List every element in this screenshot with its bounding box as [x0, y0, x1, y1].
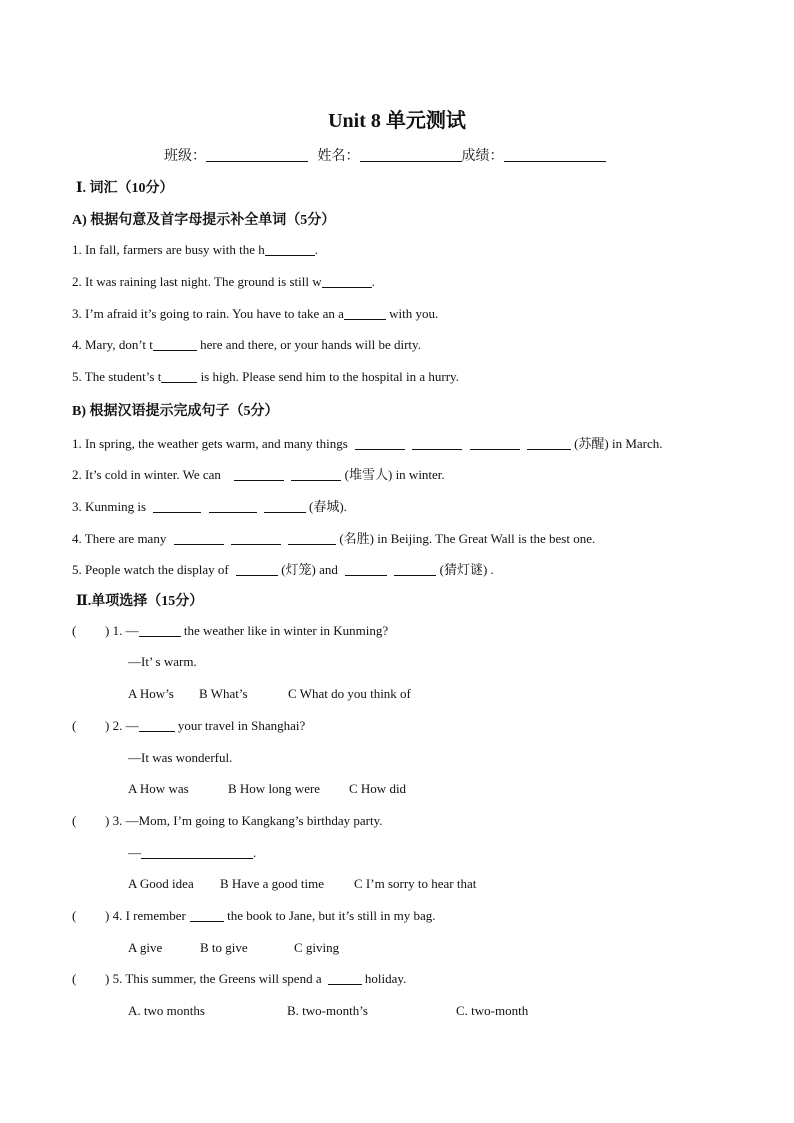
- subA-item-1: 1. In fall, farmers are busy with the h .: [72, 242, 319, 257]
- subB-item-4: 4. There are many (名胜) in Beijing. The Great Wall is the best one.: [72, 531, 596, 546]
- subB-item-5: 5. People watch the display of (灯笼) and (猜灯谜) .: [72, 562, 494, 577]
- subA-item-4: 4. Mary, don’t t here and there, or your hands will be dirty.: [72, 337, 421, 352]
- answer-blank[interactable]: [470, 437, 520, 450]
- answer-blank[interactable]: [141, 846, 253, 859]
- subB-item-1: 1. In spring, the weather gets warm, and many things (苏醒) in March.: [72, 436, 663, 451]
- name-label: 姓名：: [317, 149, 360, 164]
- option-c[interactable]: C What do you think of: [288, 686, 411, 701]
- part1-heading: Ⅰ. 词汇（10分）: [76, 181, 174, 196]
- question-3: ( ) 3. —Mom, I’m going to Kangkang’s birthday party.: [72, 813, 383, 828]
- question-1: ( ) 1. — the weather like in winter in Kunming?: [72, 623, 389, 638]
- subA-item-2: 2. It was raining last night. The ground is still w .: [72, 274, 375, 289]
- question-1-options: [128, 686, 411, 702]
- option-c[interactable]: C I’m sorry to hear that: [354, 876, 477, 891]
- class-blank[interactable]: [206, 147, 308, 162]
- answer-blank[interactable]: [139, 719, 175, 732]
- answer-blank[interactable]: [209, 500, 257, 513]
- name-blank[interactable]: [360, 147, 462, 162]
- answer-blank[interactable]: [394, 563, 436, 576]
- answer-blank[interactable]: [236, 563, 278, 576]
- option-a[interactable]: A. two months: [128, 1003, 205, 1018]
- option-b[interactable]: B Have a good time: [220, 876, 324, 891]
- answer-paren[interactable]: (: [72, 813, 77, 828]
- question-1-reply: —It’ s warm.: [128, 654, 197, 669]
- question-3-reply: — .: [128, 845, 257, 860]
- answer-blank[interactable]: [264, 500, 306, 513]
- question-4: ( ) 4. I remember the book to Jane, but it’s still in my bag.: [72, 908, 436, 923]
- answer-blank[interactable]: [231, 532, 281, 545]
- question-2-reply: —It was wonderful.: [128, 750, 233, 765]
- option-c[interactable]: C giving: [294, 940, 340, 955]
- option-c[interactable]: C. two-month: [456, 1003, 529, 1018]
- option-b[interactable]: B to give: [200, 940, 248, 955]
- answer-blank[interactable]: [322, 275, 372, 288]
- answer-blank[interactable]: [288, 532, 336, 545]
- answer-paren[interactable]: (: [72, 908, 77, 923]
- answer-blank[interactable]: [161, 370, 197, 383]
- answer-blank[interactable]: [345, 563, 387, 576]
- answer-blank[interactable]: [344, 307, 386, 320]
- answer-blank[interactable]: [234, 468, 284, 481]
- answer-paren[interactable]: (: [72, 623, 77, 638]
- question-2-options: [128, 781, 406, 797]
- answer-paren[interactable]: (: [72, 718, 77, 733]
- answer-blank[interactable]: [265, 243, 315, 256]
- score-blank[interactable]: [504, 147, 606, 162]
- option-a[interactable]: A give: [128, 940, 163, 955]
- answer-blank[interactable]: [527, 437, 571, 450]
- option-a[interactable]: A How was: [128, 781, 189, 796]
- answer-blank[interactable]: [153, 338, 197, 351]
- answer-blank[interactable]: [412, 437, 462, 450]
- question-4-options: [128, 940, 339, 956]
- question-5-options: [128, 1003, 528, 1019]
- answer-blank[interactable]: [291, 468, 341, 481]
- answer-blank[interactable]: [328, 972, 362, 985]
- answer-blank[interactable]: [174, 532, 224, 545]
- answer-paren[interactable]: (: [72, 971, 77, 986]
- subB-item-2: 2. It’s cold in winter. We can (堆雪人) in winter.: [72, 467, 445, 482]
- student-info-row: [164, 145, 606, 165]
- part1-subB-heading: B) 根据汉语提示完成句子（5分）: [72, 404, 279, 419]
- subA-item-3: 3. I’m afraid it’s going to rain. You have to take an a with you.: [72, 306, 439, 321]
- option-b[interactable]: B What’s: [199, 686, 248, 701]
- question-5: ( ) 5. This summer, the Greens will spend a holiday.: [72, 971, 407, 986]
- option-b[interactable]: B. two-month’s: [287, 1003, 368, 1018]
- option-a[interactable]: A How’s: [128, 686, 174, 701]
- score-label: 成绩：: [461, 149, 504, 164]
- subA-item-5: 5. The student’s t is high. Please send him to the hospital in a hurry.: [72, 369, 459, 384]
- question-2: ( ) 2. — your travel in Shanghai?: [72, 718, 306, 733]
- answer-blank[interactable]: [153, 500, 201, 513]
- option-b[interactable]: B How long were: [228, 781, 321, 796]
- answer-blank[interactable]: [190, 909, 224, 922]
- option-c[interactable]: C How did: [349, 781, 407, 796]
- page-title: Unit 8 单元测试: [328, 110, 466, 132]
- answer-blank[interactable]: [139, 624, 181, 637]
- option-a[interactable]: A Good idea: [128, 876, 194, 891]
- part1-subA-heading: A) 根据句意及首字母提示补全单词（5分）: [72, 213, 336, 228]
- answer-blank[interactable]: [355, 437, 405, 450]
- class-label: 班级：: [164, 149, 206, 164]
- subB-item-3: 3. Kunming is (春城).: [72, 499, 347, 514]
- question-3-options: [128, 876, 476, 892]
- part2-heading: Ⅱ.单项选择（15分）: [76, 594, 204, 609]
